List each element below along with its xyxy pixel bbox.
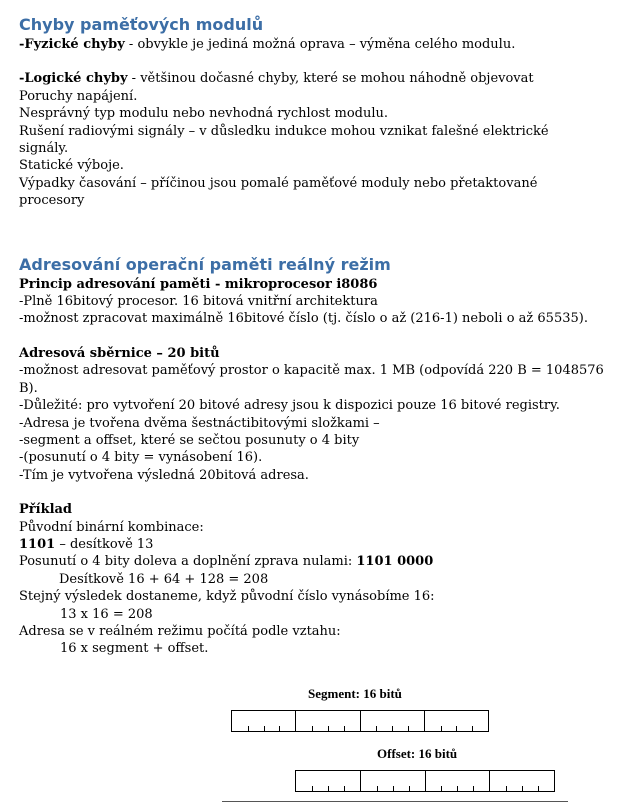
bus-line: -Důležité: pro vytvoření 20 bitové adresy jsou k dispozici pouze 16 bitové registry. — [19, 398, 560, 414]
bus-line: -možnost adresovat paměťový prostor o kapacitě max. 1 MB (odpovídá 220 B = 1048576 — [19, 363, 604, 379]
principle-heading: Princip adresování paměti - mikroprocesor i8086 — [19, 276, 378, 292]
example-line: Stejný výsledek dostaneme, když původní číslo vynásobíme 16: — [19, 589, 435, 605]
offset-nibble — [296, 771, 361, 791]
bus-line: -segment a offset, které se sečtou posunuty o 4 bity — [19, 432, 360, 448]
error-cause-line: Výpadky časování – příčinou jsou pomalé paměťové moduly nebo přetaktované — [19, 175, 538, 191]
logical-errors-term: -Logické chyby — [19, 71, 128, 87]
error-cause-line: Poruchy napájení. — [19, 88, 138, 104]
segment-nibble — [425, 711, 488, 731]
bus-line: -Tím je vytvořena výsledná 20bitová adresa. — [19, 467, 309, 483]
document-page — [19, 14, 609, 658]
example-line: 16 x segment + offset. — [60, 641, 209, 657]
offset-register — [295, 770, 555, 792]
bus-line: -Adresa je tvořena dvěma šestnáctibitovými složkami – — [19, 415, 380, 431]
physical-errors-term: -Fyzické chyby — [19, 37, 125, 52]
diagram-baseline — [222, 801, 568, 802]
section-title-addressing: Adresování operační paměti reálný režim — [19, 254, 391, 274]
example-line: Desítkově 16 + 64 + 128 = 208 — [59, 571, 269, 587]
offset-nibble — [490, 771, 554, 791]
example-heading: Příklad — [19, 502, 73, 518]
example-binary: 1101 — [19, 536, 56, 552]
segment-nibble — [361, 711, 425, 731]
segment-caption: Segment: 16 bitů — [308, 686, 402, 701]
example-shift-result: 1101 0000 — [356, 554, 434, 570]
bus-line: -(posunutí o 4 bity = vynásobení 16). — [19, 450, 263, 466]
example-decimal: – desítkově 13 — [55, 536, 154, 552]
error-cause-line: signály. — [19, 141, 69, 157]
error-cause-line: Rušení radiovými signály – v důsledku indukce mohou vznikat falešné elektrické — [19, 123, 549, 139]
example-line: Původní binární kombinace: — [19, 519, 204, 535]
physical-errors-line — [19, 36, 609, 53]
physical-errors-text: - obvykle je jediná možná oprava – výměna celého modulu. — [124, 37, 516, 52]
section-title-memory-errors: Chyby paměťových modulů — [19, 15, 264, 34]
example-line: 13 x 16 = 208 — [60, 606, 153, 622]
segment-nibble — [232, 711, 296, 731]
offset-nibble — [426, 771, 491, 791]
example-shift-text: Posunutí o 4 bity doleva a doplnění zprava nulami: — [19, 554, 357, 570]
principle-line: -Plně 16bitový procesor. 16 bitová vnitřní architektura — [19, 294, 378, 310]
segment-offset-diagram — [222, 678, 572, 806]
example-line — [19, 536, 609, 553]
example-line — [19, 553, 609, 570]
segment-register — [231, 710, 489, 732]
error-cause-line: Statické výboje. — [19, 158, 124, 174]
principle-line: -možnost zpracovat maximálně 16bitové číslo (tj. číslo o až (216-1) neboli o až 65535). — [19, 311, 588, 327]
offset-nibble — [361, 771, 426, 791]
logical-errors-line — [19, 70, 609, 87]
error-cause-line: procesory — [19, 193, 85, 209]
bus-line: B). — [19, 380, 38, 396]
error-cause-line: Nesprávný typ modulu nebo nevhodná rychlost modulu. — [19, 106, 389, 122]
logical-errors-text: - většinou dočasné chyby, které se mohou náhodně objevovat — [127, 71, 534, 87]
example-line: Adresa se v reálném režimu počítá podle vztahu: — [19, 623, 341, 639]
segment-nibble — [296, 711, 360, 731]
offset-caption: Offset: 16 bitů — [377, 746, 458, 761]
bus-heading: Adresová sběrnice – 20 bitů — [19, 345, 220, 361]
